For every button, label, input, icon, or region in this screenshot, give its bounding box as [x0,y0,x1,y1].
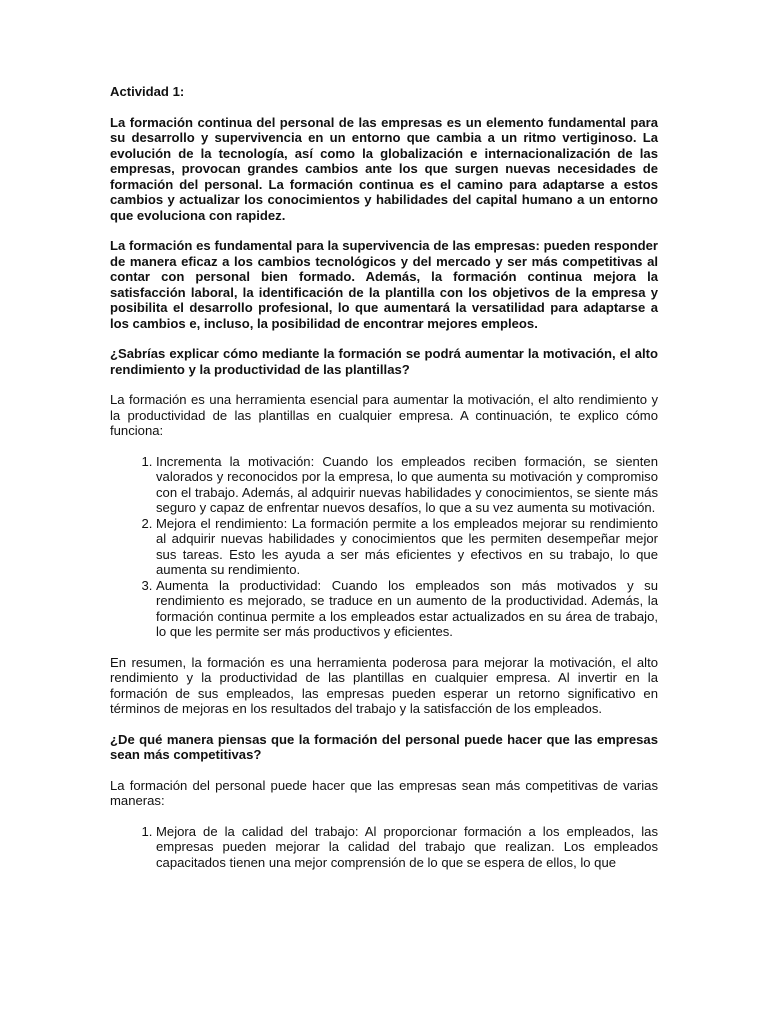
answer-2-list [110,824,658,871]
list-item: 1. Mejora de la calidad del trabajo: Al proporcionar formación a los empleados, las empresas pueden mejorar la calidad del trabajo que realizan. Los empleados capacitados tienen una mejor comprensión de lo que se espera de ellos, lo que [156,824,658,871]
activity-title: Actividad 1: [110,84,185,99]
answer-1-intro: La formación es una herramienta esencial para aumentar la motivación, el alto rendimiento y la productividad de las plantillas en cualquier empresa. A continuación, te explico cómo funciona: [110,392,658,438]
question-1: ¿Sabrías explicar cómo mediante la formación se podrá aumentar la motivación, el alto rendimiento y la productividad de las plantillas? [110,346,658,377]
question-2: ¿De qué manera piensas que la formación del personal puede hacer que las empresas sean más competitivas? [110,731,658,762]
answer-2-intro: La formación del personal puede hacer que las empresas sean más competitivas de varias maneras: [110,777,658,808]
list-item: 3. Aumenta la productividad: Cuando los empleados son más motivados y su rendimiento es mejorado, se traduce en un aumento de la productividad. Además, la formación continua permite a los empleados estar actualizados en su área de trabajo, lo que les permite ser más productivos y eficientes. [156,578,658,640]
answer-1-list [110,454,658,640]
intro-paragraph-2: La formación es fundamental para la supervivencia de las empresas: pueden responder de manera eficaz a los cambios tecnológicos y del mercado y ser más competitivas al contar con personal bien formado. Además, la formación continua mejora la satisfacción laboral, la identificación de la plantilla con los objetivos de la empresa y posibilita el desarrollo profesional, lo que aumentará la versatilidad para adaptarse a los cambios e, incluso, la posibilidad de encontrar mejores empleos. [110,238,658,331]
list-item: 2. Mejora el rendimiento: La formación permite a los empleados mejorar su rendimiento al adquirir nuevas habilidades y conocimientos que les permiten desempeñar mejor sus tareas. Esto les ayuda a ser más eficientes y efectivos en su trabajo, lo que aumenta su rendimiento. [156,516,658,578]
intro-paragraph-1: La formación continua del personal de las empresas es un elemento fundamental para su desarrollo y supervivencia en un entorno que cambia a un ritmo vertiginoso. La evolución de la tecnología, así como la globalización e internacionalización de las empresas, provocan grandes cambios ante los que surgen nuevas necesidades de formación del personal. La formación continua es el camino para adaptarse a estos cambios y actualizar los conocimientos y habilidades del capital humano a un entorno que evoluciona con rapidez. [110,114,658,223]
list-item: 1. Incrementa la motivación: Cuando los empleados reciben formación, se sienten valorados y reconocidos por la empresa, lo que aumenta su motivación y compromiso con el trabajo. Además, al adquirir nuevas habilidades y conocimientos, se siente más seguro y capaz de enfrentar nuevos desafíos, lo que a su vez aumenta su motivación. [156,454,658,516]
answer-1-summary: En resumen, la formación es una herramienta poderosa para mejorar la motivación, el alto rendimiento y la productividad de las plantillas en cualquier empresa. Al invertir en la formación de sus empleados, las empresas pueden esperar un retorno significativo en términos de mejoras en los resultados del trabajo y la satisfacción de los empleados. [110,654,658,716]
document-page [110,84,658,885]
